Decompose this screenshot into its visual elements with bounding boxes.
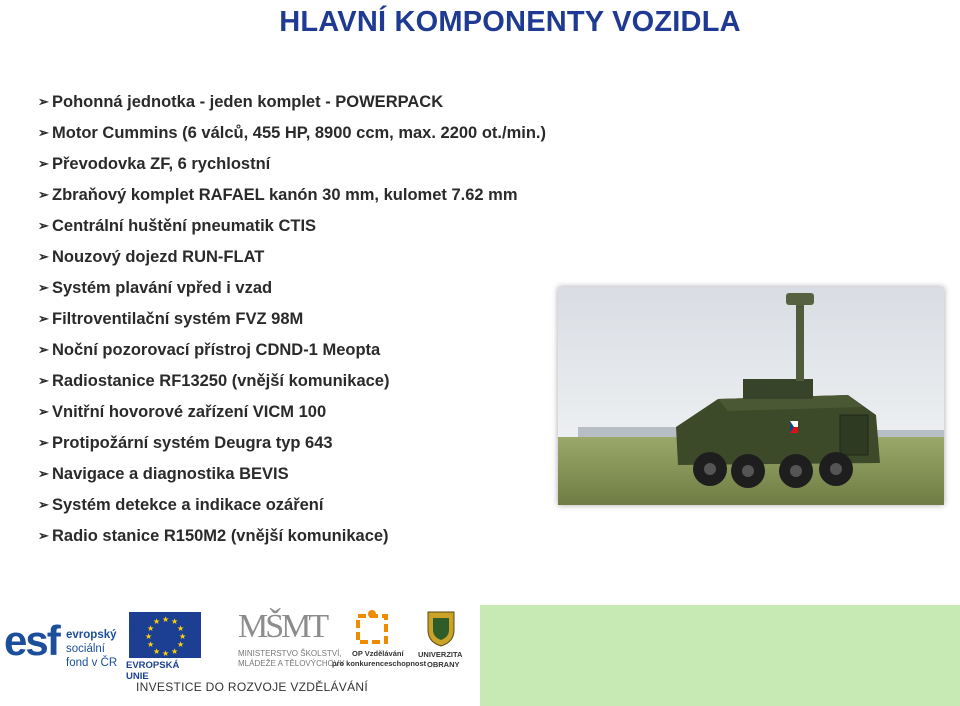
footer-green-bar [480,605,960,706]
arrow-bullet-icon: ➢ [38,466,49,481]
svg-text:★: ★ [147,624,155,633]
svg-text:★: ★ [153,647,161,656]
arrow-bullet-icon: ➢ [38,249,49,264]
svg-text:★: ★ [177,624,185,633]
arrow-bullet-icon: ➢ [38,373,49,388]
list-item: ➢ Zbraňový komplet RAFAEL kanón 30 mm, kulomet 7.62 mm [38,186,518,204]
svg-text:★: ★ [153,617,161,626]
arrow-bullet-icon: ➢ [38,156,49,171]
op-text-line: OP Vzdělávání [352,649,404,658]
arrow-bullet-icon: ➢ [38,218,49,233]
op-vk-mark-icon [350,608,394,648]
investice-slogan: INVESTICE DO ROZVOJE VZDĚLÁVÁNÍ [136,680,369,694]
esf-text-line: fond v ČR [66,657,118,669]
eu-flag-icon [129,612,201,658]
uo-text-line: UNIVERZITA [418,650,463,659]
svg-text:★: ★ [177,640,185,649]
list-item: ➢ Vnitřní hovorové zařízení VICM 100 [38,403,327,421]
crest-icon [426,610,456,648]
msmt-logo [232,608,345,672]
arrow-bullet-icon: ➢ [38,342,49,357]
uo-text-line: OBRANY [427,660,460,669]
esf-mark: esf [4,617,59,664]
vehicle-photo [558,287,944,505]
arrow-bullet-icon: ➢ [38,280,49,295]
arrow-bullet-icon: ➢ [38,435,49,450]
msmt-text-line: MLÁDEŽE A TĚLOVÝCHOVY [238,659,345,668]
arrow-bullet-icon: ➢ [38,497,49,512]
svg-text:★: ★ [171,647,179,656]
list-item: ➢ Centrální huštění pneumatik CTIS [38,217,317,235]
eu-logo [126,612,204,682]
eu-label: EVROPSKÁ UNIE [126,660,180,682]
list-item: ➢ Převodovka ZF, 6 rychlostní [38,155,271,173]
list-item: ➢ Systém plavání vpřed i vzad [38,279,273,297]
list-item: ➢ Navigace a diagnostika BEVIS [38,465,289,483]
arrow-bullet-icon: ➢ [38,94,49,109]
svg-text:★: ★ [179,632,187,641]
list-item: ➢ Pohonná jednotka - jeden komplet - POWERPACK [38,93,444,111]
arrow-bullet-icon: ➢ [38,528,49,543]
univerzita-obrany-logo [418,610,464,674]
msmt-text-line: MINISTERSTVO ŠKOLSTVÍ, [238,649,342,658]
list-item: ➢ Filtroventilační systém FVZ 98M [38,310,304,328]
svg-text:★: ★ [171,617,179,626]
component-list [38,92,546,557]
msmt-mark: MŠMT [238,608,327,645]
arrow-bullet-icon: ➢ [38,404,49,419]
list-item: ➢ Systém detekce a indikace ozáření [38,496,324,514]
svg-text:★: ★ [162,649,170,658]
list-item: ➢ Noční pozorovací přístroj CDND-1 Meopta [38,341,381,359]
svg-text:★: ★ [147,640,155,649]
arrow-bullet-icon: ➢ [38,187,49,202]
list-item: ➢ Radiostanice RF13250 (vnější komunikace) [38,372,390,390]
arrow-bullet-icon: ➢ [38,311,49,326]
esf-text-line: evropský [66,629,117,641]
arrow-bullet-icon: ➢ [38,125,49,140]
page-title: HLAVNÍ KOMPONENTY VOZIDLA [279,6,741,38]
list-item: ➢ Nouzový dojezd RUN-FLAT [38,248,265,266]
list-item: ➢ Motor Cummins (6 válců, 455 HP, 8900 ccm, max. 2200 ot./min.) [38,124,546,142]
esf-text-line: sociální [66,643,105,655]
list-item: ➢ Protipožární systém Deugra typ 643 [38,434,333,452]
op-vk-logo [330,608,427,672]
op-text-line: pro konkurenceschopnost [332,659,427,668]
svg-text:★: ★ [145,632,153,641]
svg-text:★: ★ [162,615,170,624]
list-item: ➢ Radio stanice R150M2 (vnější komunikace) [38,527,389,545]
esf-logo [2,611,120,673]
